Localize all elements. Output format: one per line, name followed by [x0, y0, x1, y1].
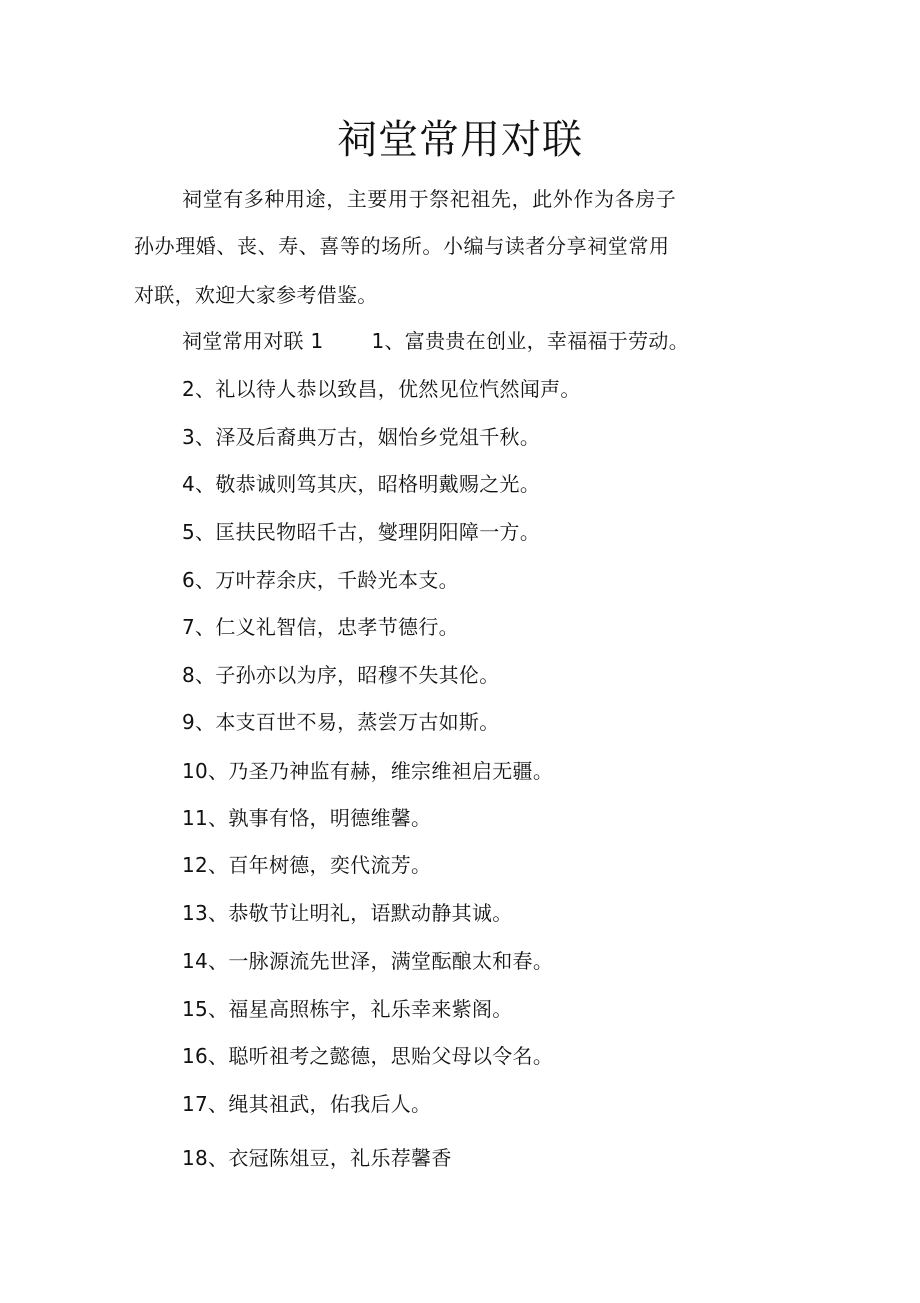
- couplet-item-10: 10、乃圣乃神监有赫，维宗维袒启无疆。: [182, 759, 554, 783]
- page-title: 祠堂常用对联: [337, 117, 583, 163]
- couplet-item-5: 5、匡扶民物昭千古，燮理阴阳障一方。: [182, 520, 541, 544]
- intro-paragraph-line-3: 对联，欢迎大家参考借鉴。: [134, 283, 378, 307]
- couplet-item-14: 14、一脉源流先世泽，满堂酝酿太和春。: [182, 949, 554, 973]
- couplet-item-8: 8、子孙亦以为序，昭穆不失其伦。: [182, 663, 500, 687]
- couplet-item-6: 6、万叶荐余庆，千龄光本支。: [182, 568, 459, 592]
- couplet-item-17: 17、绳其祖武，佑我后人。: [182, 1092, 432, 1116]
- couplet-item-15: 15、福星高照栋宇，礼乐幸来紫阁。: [182, 997, 513, 1021]
- couplet-item-7: 7、仁义礼智信，忠孝节德行。: [182, 615, 459, 639]
- couplet-item-11: 11、孰事有恪，明德维馨。: [182, 806, 432, 830]
- couplet-item-12: 12、百年树德，奕代流芳。: [182, 853, 432, 877]
- couplet-item-4: 4、敬恭诚则笃其庆，昭格明戴赐之光。: [182, 472, 541, 496]
- couplet-item-16: 16、聪听祖考之懿德，思贻父母以令名。: [182, 1044, 554, 1068]
- intro-paragraph-line-2: 孙办理婚、丧、寿、喜等的场所。小编与读者分享祠堂常用: [134, 234, 670, 258]
- couplet-item-3: 3、泽及后裔典万古，姻怡乡党俎千秋。: [182, 425, 541, 449]
- intro-paragraph-line-1: 祠堂有多种用途，主要用于祭祀祖先，此外作为各房子: [182, 187, 677, 211]
- section-heading: 祠堂常用对联 1: [182, 329, 324, 353]
- couplet-item-13: 13、恭敬节让明礼，语默动静其诚。: [182, 901, 513, 925]
- couplet-item-9: 9、本支百世不易，蒸尝万古如斯。: [182, 710, 500, 734]
- section-heading-row: [182, 326, 689, 356]
- couplet-item-1: 1、富贵贵在创业，幸福福于劳动。: [371, 329, 690, 353]
- couplet-item-2: 2、礼以待人恭以致昌，优然见位忾然闻声。: [182, 377, 581, 401]
- couplet-item-18: 18、衣冠陈俎豆，礼乐荐馨香: [182, 1146, 452, 1170]
